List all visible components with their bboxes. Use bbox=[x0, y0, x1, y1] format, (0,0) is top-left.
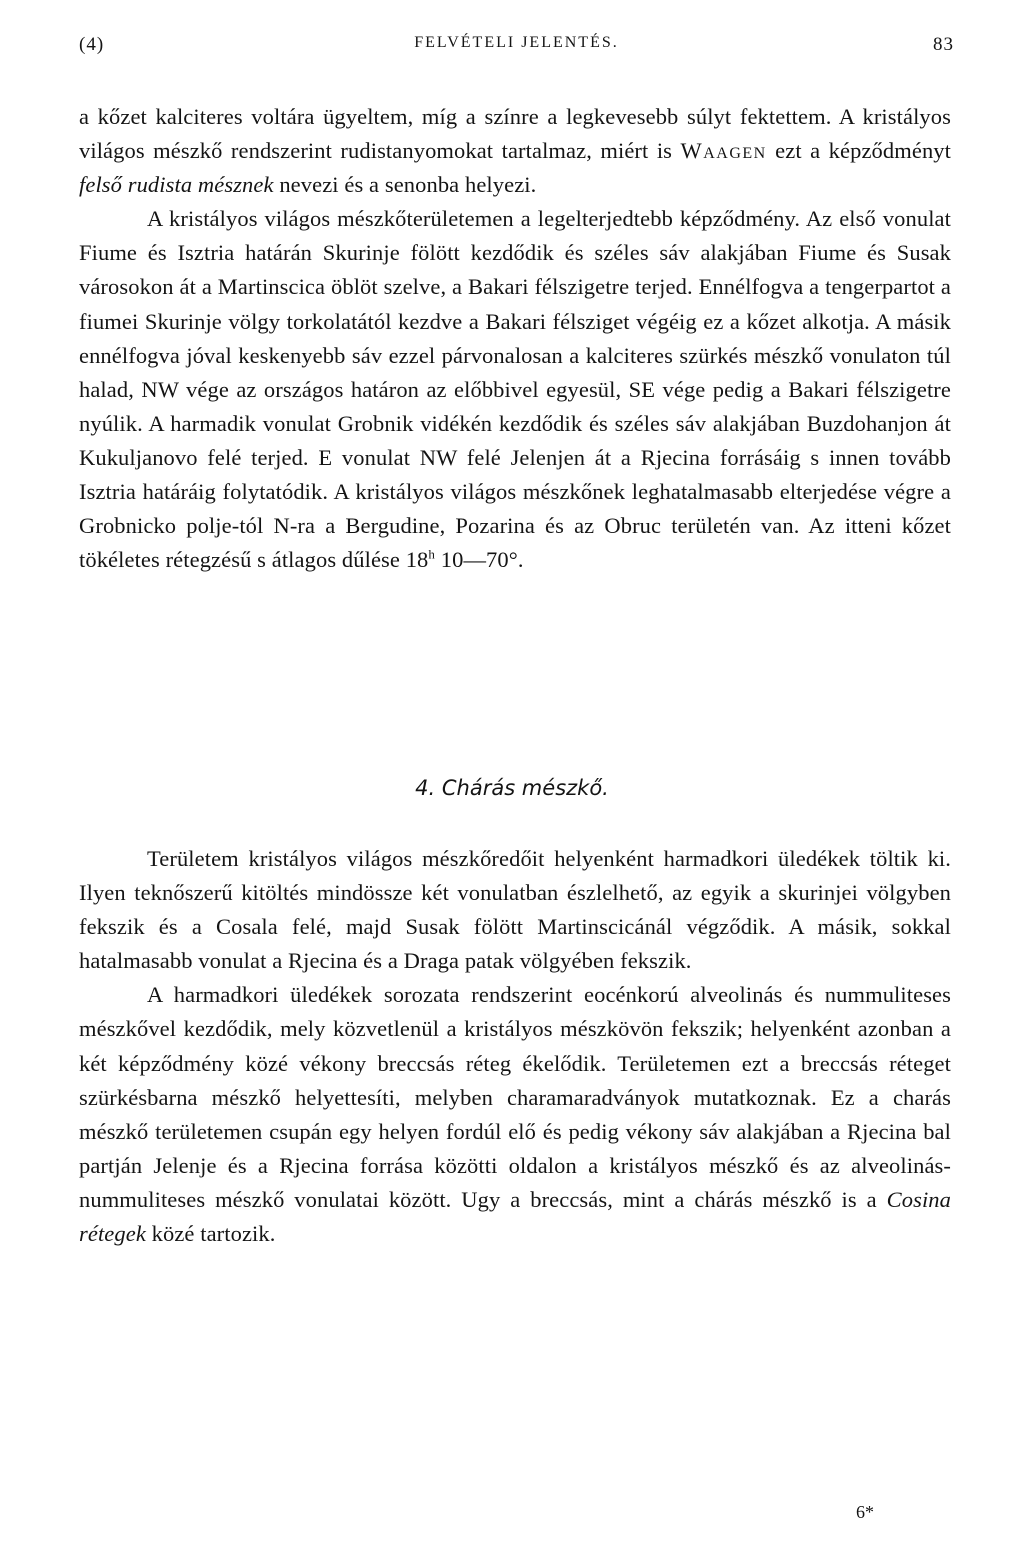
paragraph-text: a kőzet kalciteres voltára ügyeltem, míg a színre a legkevesebb súlyt fektettem. A kristályos világos mészkő rendszerint rudistanyomokat tartalmaz, miért is bbox=[79, 104, 951, 164]
paragraph-text: A kristályos világos mészkőterületemen a legelterjedtebb képződmény. Az első vonulat Fiume és Isztria határán Skurinje fölött kezdődik és széles sáv alakjában Fiume és Susak városokon át a Martinscica öblöt szelve, a Bakari félszigetre terjed. Ennélfogva a tengerpartot a fiumei Skurinje völgy torkolatától kezdve a Bakari félsziget végéig ez a kőzet alkotja. A másik ennélfogva jóval keskenyebb sáv ezzel párvonalosan a kalciteres szürkés mészkő vonulaton túl halad, NW vége az országos határon az előbbivel egyesül, SE vége pedig a Bakari félszigetre nyúlik. A harmadik vonulat Grobnik vidékén kezdődik és széles sáv alakjában Buzdohanjon át Kukuljanovo felé terjed. E vonulat NW felé Jelenjen át a Rjecina forrásáig s innen tovább Isztria határáig folytatódik. A kristályos világos mészkőnek leghatalmasabb elterjedése végre a Grobnicko polje-tól N-ra a Bergudine, Pozarina és az Obruc területén van. Az itteni kőzet tökéletes rétegzésű s átlagos dűlése 18 bbox=[79, 206, 951, 573]
superscript: h bbox=[428, 546, 436, 562]
section-title: 4. Chárás mészkő. bbox=[415, 776, 609, 800]
italic-term: felső rudista mésznek bbox=[79, 172, 274, 198]
paragraph-text: ezt a képződményt bbox=[766, 138, 951, 164]
paragraph bbox=[79, 100, 951, 202]
paragraph-text: 10—70°. bbox=[435, 547, 524, 573]
paragraph-text: közé tartozik. bbox=[145, 1221, 276, 1247]
issue-number: (4) bbox=[79, 34, 105, 55]
body-text-block-2 bbox=[79, 842, 951, 1251]
running-title: FELVÉTELI JELENTÉS. bbox=[414, 34, 619, 51]
paragraph-text: A harmadkori üledékek sorozata rendszerint eocénkorú alveolinás és nummuliteses mészkővel kezdődik, mely közvetlenül a kristályos mészkövön fekszik; helyenként azonban a két képződmény közé vékony breccsás réteg ékelődik. Területemen ezt a breccsás réteget szürkésbarna mészkő helyettesíti, melyben charamaradványok mutatkoznak. Ez a charás mészkő területemen csupán egy helyen fordúl elő és pedig vékony sáv alakjában a Rjecina bal partján Jelenje és a Rjecina forrása közötti oldalon a kristályos mészkő és az alveolinás-nummuliteses mészkő vonulatai között. Ugy a breccsás, mint a chárás mészkő is a bbox=[79, 982, 951, 1212]
paragraph bbox=[79, 202, 951, 577]
paragraph: Területem kristályos világos mészkőredőit helyenként harmadkori üledékek töltik ki. Ilyen teknőszerű kitöltés mindössze két vonulatban észlelhető, az egyik a skurinjei völgyben fekszik és a Cosala felé, majd Susak fölött Martinscicánál végződik. A másik, sokkal hatalmasabb vonulat a Rjecina és a Draga patak völgyében fekszik. bbox=[79, 846, 951, 974]
author-name: Waagen bbox=[680, 138, 767, 164]
body-text-block-1 bbox=[79, 100, 951, 577]
paragraph bbox=[79, 978, 951, 1251]
italic-term: Cosina rétegek bbox=[79, 1186, 951, 1247]
paragraph-text: nevezi és a senonba helyezi. bbox=[273, 172, 537, 198]
page-header bbox=[79, 34, 954, 62]
signature-mark: 6* bbox=[856, 1502, 874, 1522]
page-number: 83 bbox=[933, 34, 954, 55]
